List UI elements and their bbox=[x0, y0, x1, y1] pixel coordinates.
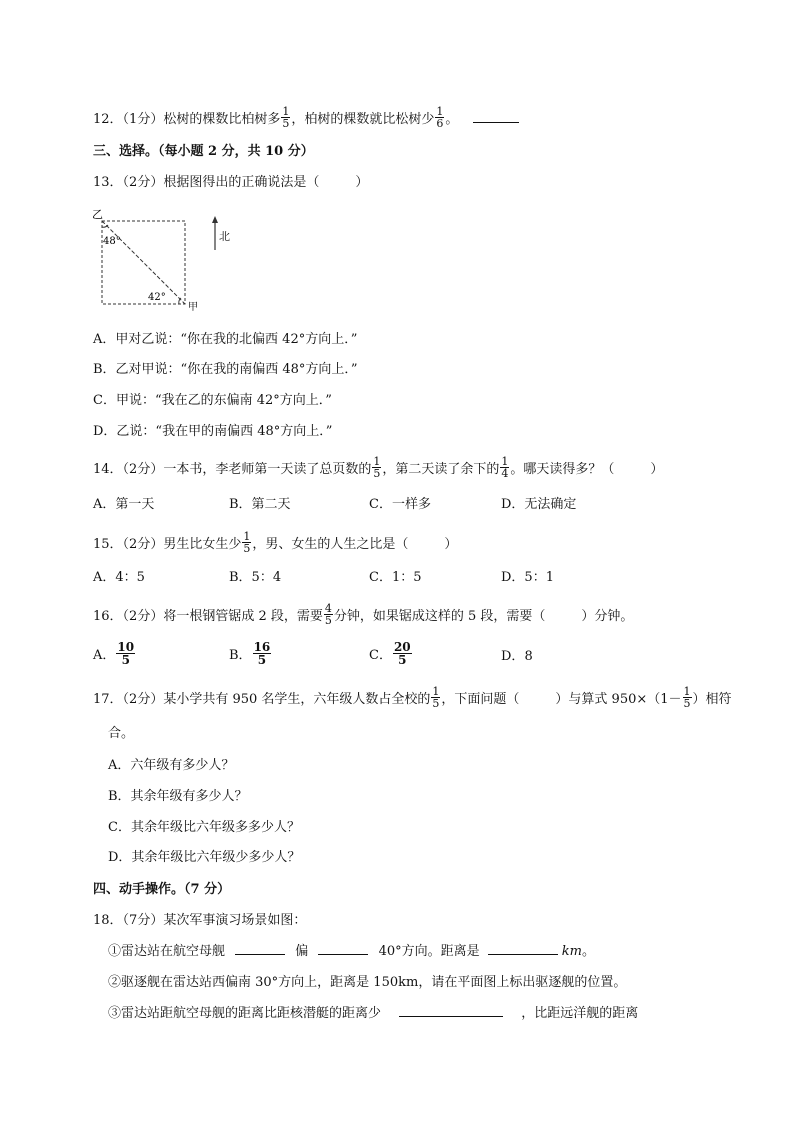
question-12: 12．（1分）松树的棵数比柏树多 $\frac{1}{5}$ ，柏树的棵数就比松树少 $\frac{1}{6}$ 。 bbox=[93, 108, 519, 131]
answer-blank[interactable] bbox=[399, 1004, 503, 1017]
option-c[interactable]: C．1：5 bbox=[369, 570, 422, 585]
answer-blank[interactable] bbox=[235, 942, 285, 955]
section-4-heading: 四、动手操作。（7 分） bbox=[93, 882, 231, 897]
option-c[interactable]: C．甲说：“我在乙的东偏南 42°方向上．” bbox=[93, 393, 332, 408]
option-a[interactable]: A．六年级有多少人？ bbox=[108, 758, 235, 773]
answer-blank[interactable] bbox=[318, 942, 368, 955]
option-b[interactable]: B．其余年级有多少人？ bbox=[108, 789, 248, 804]
question-14: 14．（2分）一本书，李老师第一天读了总页数的 $\frac{1}{5}$ ，第二天读了余下的 $\frac{1}{4}$ 。哪天读得多？（ ） bbox=[93, 455, 664, 480]
fraction: $\frac{1}{6}$ bbox=[436, 105, 444, 130]
angle-label-48: 48° bbox=[103, 236, 121, 247]
option-d[interactable]: D．5：1 bbox=[501, 570, 554, 585]
option-d[interactable]: D．其余年级比六年级少多少人？ bbox=[108, 850, 301, 865]
q12-text: 12．（1分）松树的棵数比柏树多 bbox=[93, 112, 281, 127]
question-15: 15．（2分）男生比女生少 $\frac{1}{5}$ ，男、女生的人生之比是（ ） bbox=[93, 530, 458, 555]
option-b[interactable]: B．乙对甲说：“你在我的南偏西 48°方向上．” bbox=[93, 362, 358, 377]
option-d[interactable]: D．无法确定 bbox=[501, 497, 577, 512]
label-jia: 甲 bbox=[188, 302, 198, 311]
fraction: $\frac{1}{4}$ bbox=[501, 455, 509, 480]
fraction: $\frac{1}{5}$ bbox=[432, 685, 440, 710]
option-c[interactable]: C．一样多 bbox=[369, 497, 431, 512]
question-13: 13．（2分）根据图得出的正确说法是（ ） bbox=[93, 175, 369, 190]
option-a[interactable]: A．第一天 bbox=[93, 497, 155, 512]
option-a[interactable]: A． $\frac{10}{5}$ bbox=[93, 640, 135, 667]
direction-diagram bbox=[90, 206, 220, 311]
question-18: 18．（7分）某次军事演习场景如图： bbox=[93, 913, 307, 928]
question-17: 17．（2分）某小学共有 950 名学生，六年级人数占全校的 $\frac{1}{5}$ ，下面问题（ ）与算式 950×（1－ $\frac{1}{5}$ ）相符 bbox=[93, 685, 732, 710]
section-3-heading: 三、选择。（每小题 2 分，共 10 分） bbox=[93, 144, 314, 159]
north-arrow-icon bbox=[212, 216, 218, 223]
option-b[interactable]: B．第二天 bbox=[229, 497, 291, 512]
q18-item-3: ③雷达站距航空母舰的距离比距核潜艇的距离少 ，比距远洋舰的距离 bbox=[108, 1006, 639, 1021]
fraction: $\frac{4}{5}$ bbox=[324, 602, 332, 627]
answer-blank[interactable] bbox=[473, 110, 519, 123]
option-c[interactable]: C． $\frac{20}{5}$ bbox=[369, 640, 411, 667]
question-17-cont: 合。 bbox=[108, 726, 135, 741]
option-c[interactable]: C．其余年级比六年级多多少人？ bbox=[108, 820, 300, 835]
q18-item-2: ②驱逐舰在雷达站西偏南 30°方向上，距离是 150km，请在平面图上标出驱逐舰的位置。 bbox=[108, 975, 627, 990]
north-label: 北 bbox=[219, 230, 230, 243]
angle-label-42: 42° bbox=[148, 292, 166, 303]
option-d[interactable]: D．乙说：“我在甲的南偏西 48°方向上．” bbox=[93, 424, 333, 439]
angle-arc bbox=[102, 225, 108, 227]
fraction: $\frac{1}{5}$ bbox=[243, 530, 251, 555]
diagonal-line bbox=[102, 221, 185, 304]
question-16: 16．（2分）将一根钢管锯成 2 段，需要 $\frac{4}{5}$ 分钟，如果锯成这样的 5 段，需要（ ）分钟。 bbox=[93, 602, 634, 627]
option-d[interactable]: D．8 bbox=[501, 649, 533, 664]
angle-arc bbox=[179, 298, 181, 304]
option-b[interactable]: B． $\frac{16}{5}$ bbox=[229, 640, 271, 667]
answer-blank[interactable] bbox=[488, 942, 558, 955]
option-a[interactable]: A．4：5 bbox=[93, 570, 145, 585]
fraction: $\frac{1}{5}$ bbox=[282, 105, 290, 130]
label-yi: 乙 bbox=[92, 208, 103, 221]
fraction: $\frac{1}{5}$ bbox=[373, 455, 381, 480]
option-a[interactable]: A．甲对乙说：“你在我的北偏西 42°方向上．” bbox=[93, 332, 358, 347]
q18-item-1: ①雷达站在航空母舰 偏 40°方向。距离是 km。 bbox=[108, 944, 596, 959]
fraction: $\frac{1}{5}$ bbox=[683, 685, 691, 710]
option-b[interactable]: B．5：4 bbox=[229, 570, 282, 585]
